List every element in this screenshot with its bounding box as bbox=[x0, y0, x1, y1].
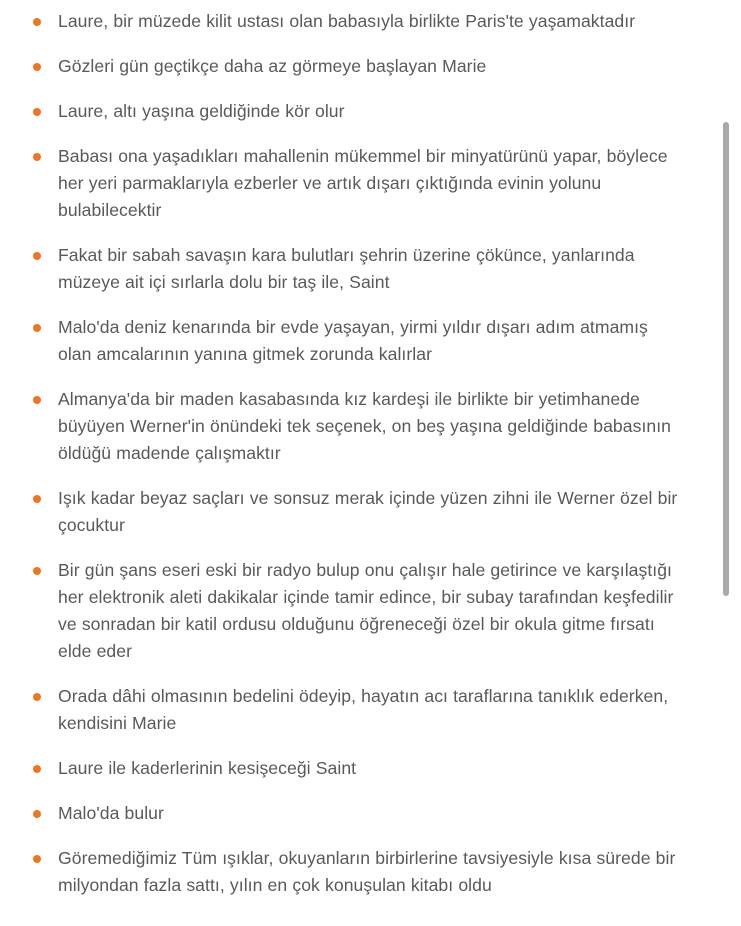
list-item bbox=[0, 845, 700, 899]
list-item-text: Gözleri gün geçtikçe daha az görmeye başlayan Marie bbox=[58, 56, 487, 76]
list-item-text: Malo'da bulur bbox=[58, 803, 164, 823]
bullet-dot-icon bbox=[33, 252, 41, 260]
vertical-scrollbar-track[interactable] bbox=[726, 0, 738, 926]
bullet-dot-icon bbox=[33, 567, 41, 575]
list-item-text: Laure, altı yaşına geldiğinde kör olur bbox=[58, 101, 345, 121]
list-item-text: Babası ona yaşadıkları mahallenin mükemmel bir minyatürünü yapar, böylece her yeri parmaklarıyla ezberler ve artık dışarı çıktığında evinin yolunu bulabilecektir bbox=[58, 146, 668, 220]
bullet-dot-icon bbox=[33, 855, 41, 863]
bullet-dot-icon bbox=[33, 108, 41, 116]
summary-bullet-list bbox=[0, 8, 700, 917]
list-item-text: Göremediğimiz Tüm ışıklar, okuyanların birbirlerine tavsiyesiyle kısa sürede bir milyondan fazla sattı, yılın en çok konuşulan kitabı oldu bbox=[58, 848, 676, 895]
list-item-text: Laure ile kaderlerinin kesişeceği Saint bbox=[58, 758, 357, 778]
list-item bbox=[0, 755, 700, 782]
list-item-text: Almanya'da bir maden kasabasında kız kardeşi ile birlikte bir yetimhanede büyüyen Werner'in önündeki tek seçenek, on beş yaşına geldiğinde babasının öldüğü madende çalışmaktır bbox=[58, 389, 671, 463]
list-item bbox=[0, 98, 700, 125]
bullet-dot-icon bbox=[33, 63, 41, 71]
list-item-text: Malo'da deniz kenarında bir evde yaşayan, yirmi yıldır dışarı adım atmamış olan amcalarının yanına gitmek zorunda kalırlar bbox=[58, 317, 648, 364]
list-item-text: Fakat bir sabah savaşın kara bulutları şehrin üzerine çökünce, yanlarında müzeye ait içi sırlarla dolu bir taş ile, Saint bbox=[58, 245, 635, 292]
list-item bbox=[0, 485, 700, 539]
bullet-dot-icon bbox=[33, 810, 41, 818]
list-item-text: Işık kadar beyaz saçları ve sonsuz merak içinde yüzen zihni ile Werner özel bir çocuktur bbox=[58, 488, 678, 535]
list-item bbox=[0, 386, 700, 467]
vertical-scrollbar-thumb[interactable] bbox=[723, 122, 729, 596]
list-item bbox=[0, 800, 700, 827]
bullet-dot-icon bbox=[33, 396, 41, 404]
list-item bbox=[0, 683, 700, 737]
list-item bbox=[0, 314, 700, 368]
list-item bbox=[0, 143, 700, 224]
list-item bbox=[0, 557, 700, 665]
bullet-dot-icon bbox=[33, 324, 41, 332]
list-item bbox=[0, 53, 700, 80]
bullet-dot-icon bbox=[33, 18, 41, 26]
list-item-text: Bir gün şans eseri eski bir radyo bulup onu çalışır hale getirince ve karşılaştığı her elektronik aleti dakikalar içinde tamir edince, bir subay tarafından keşfedilir ve sonradan bir katil ordusu olduğunu öğreneceği özel bir okula gitme fırsatı elde eder bbox=[58, 560, 674, 661]
list-item bbox=[0, 242, 700, 296]
list-item-text: Laure, bir müzede kilit ustası olan babasıyla birlikte Paris'te yaşamaktadır bbox=[58, 11, 636, 31]
list-item-text: Orada dâhi olmasının bedelini ödeyip, hayatın acı taraflarına tanıklık ederken, kendisini Marie bbox=[58, 686, 669, 733]
list-item bbox=[0, 8, 700, 35]
bullet-dot-icon bbox=[33, 153, 41, 161]
bullet-dot-icon bbox=[33, 495, 41, 503]
bullet-dot-icon bbox=[33, 693, 41, 701]
bullet-dot-icon bbox=[33, 765, 41, 773]
